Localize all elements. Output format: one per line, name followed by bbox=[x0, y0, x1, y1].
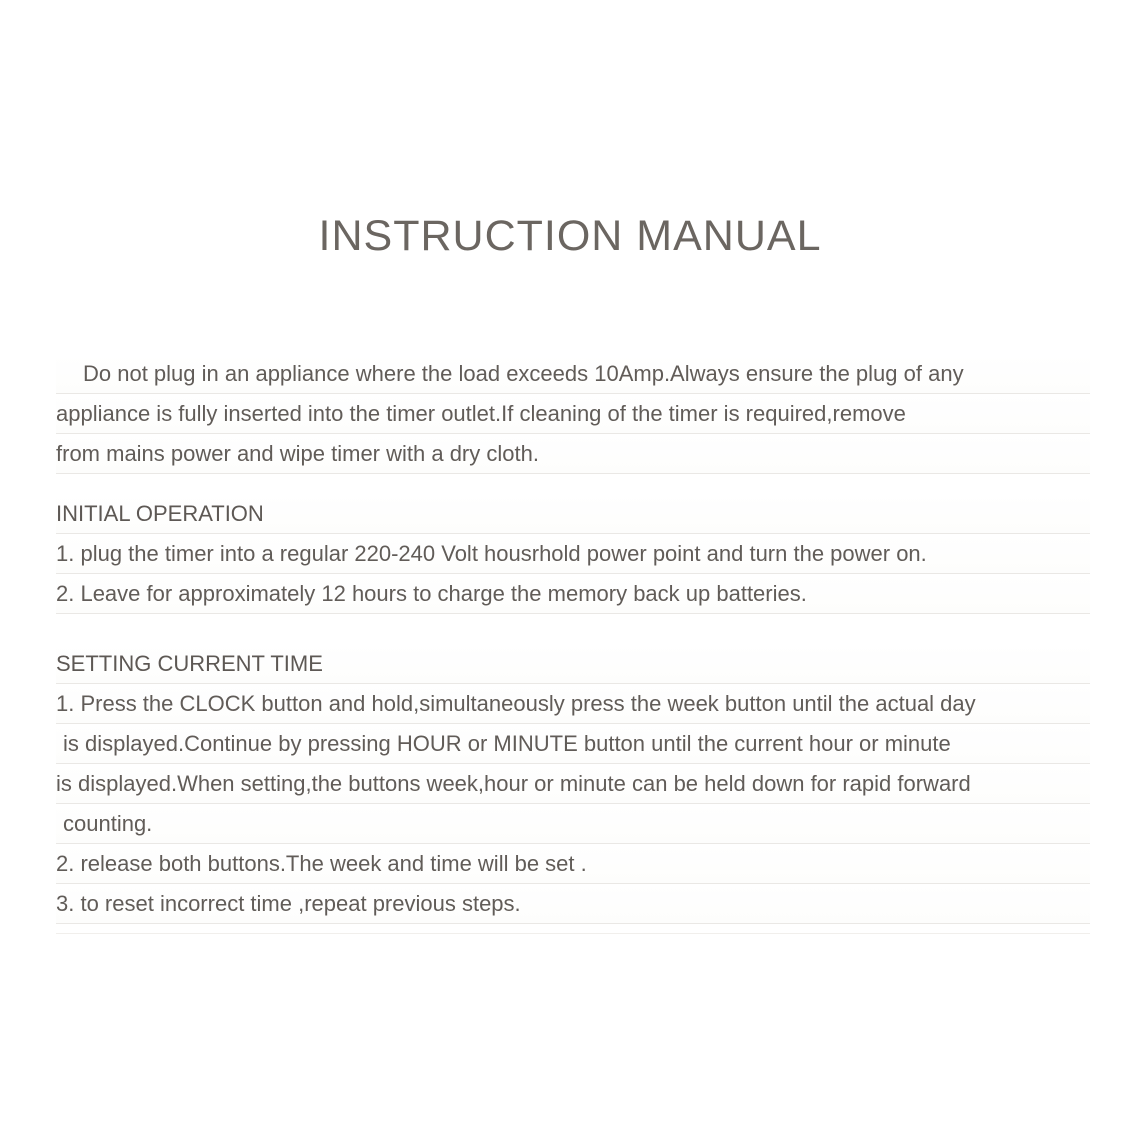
setting-time-step-1-line-1: 1. Press the CLOCK button and hold,simultaneously press the week button until the actual day bbox=[56, 684, 1090, 724]
trailing-rule bbox=[56, 924, 1090, 934]
section-heading-setting-current-time: SETTING CURRENT TIME bbox=[56, 644, 1090, 684]
setting-time-step-1-line-3: is displayed.When setting,the buttons week,hour or minute can be held down for rapid forward bbox=[56, 764, 1090, 804]
section-heading-initial-operation: INITIAL OPERATION bbox=[56, 494, 1090, 534]
setting-time-step-3: 3. to reset incorrect time ,repeat previous steps. bbox=[56, 884, 1090, 924]
page-title: INSTRUCTION MANUAL bbox=[318, 212, 822, 260]
initial-operation-step-1: 1. plug the timer into a regular 220-240 Volt housrhold power point and turn the power on. bbox=[56, 534, 1090, 574]
section-gap bbox=[56, 474, 1090, 494]
setting-time-step-1-line-4: counting. bbox=[56, 804, 1090, 844]
setting-time-step-1-line-2: is displayed.Continue by pressing HOUR or MINUTE button until the current hour or minute bbox=[56, 724, 1090, 764]
manual-content bbox=[56, 354, 1090, 934]
intro-line-3: from mains power and wipe timer with a dry cloth. bbox=[56, 434, 1090, 474]
setting-time-step-2: 2. release both buttons.The week and time will be set . bbox=[56, 844, 1090, 884]
section-gap bbox=[56, 614, 1090, 644]
intro-line-1: Do not plug in an appliance where the load exceeds 10Amp.Always ensure the plug of any bbox=[56, 354, 1090, 394]
initial-operation-step-2: 2. Leave for approximately 12 hours to charge the memory back up batteries. bbox=[56, 574, 1090, 614]
intro-line-2: appliance is fully inserted into the timer outlet.If cleaning of the timer is required,remove bbox=[56, 394, 1090, 434]
